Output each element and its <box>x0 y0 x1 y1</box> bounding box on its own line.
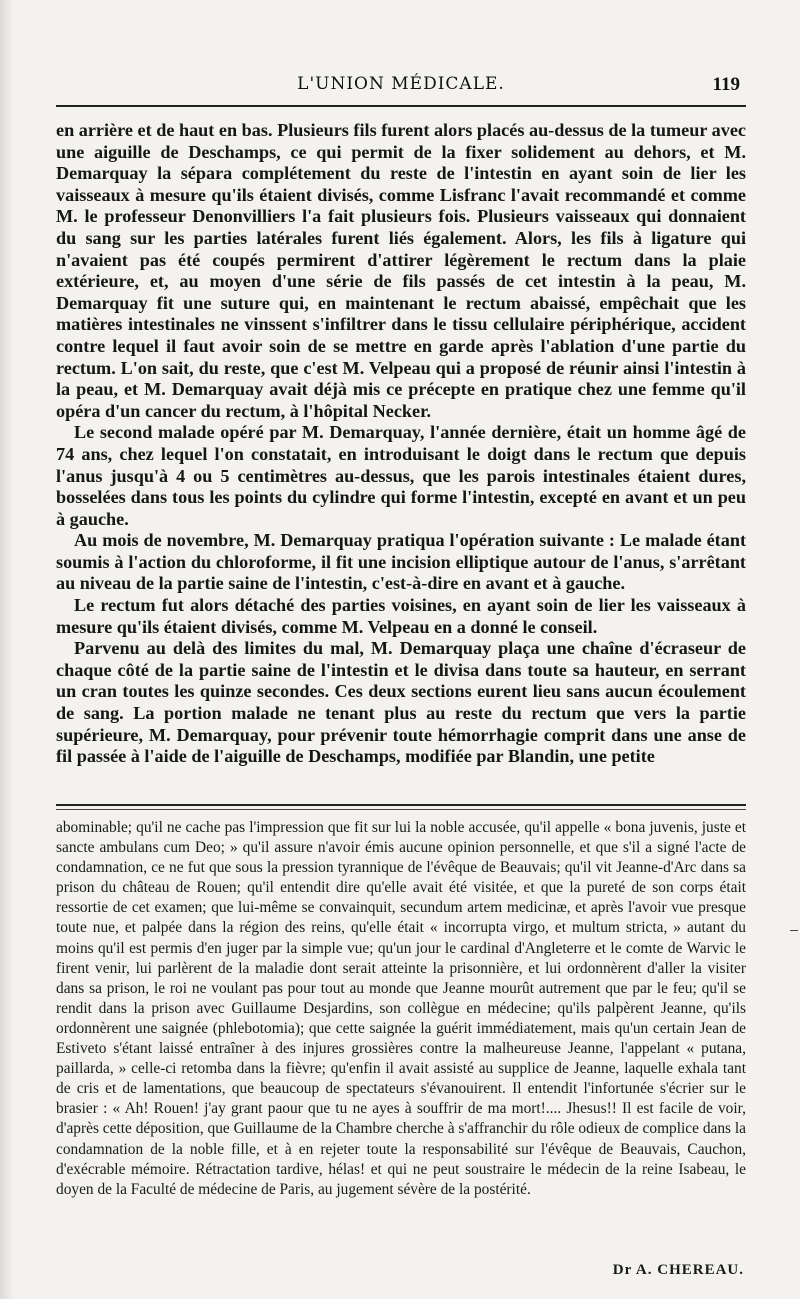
footnote-text: abominable; qu'il ne cache pas l'impression que fit sur lui la noble accusée, qu'il appelle « bona juvenis, juste et sancte ambulans cum Deo; » qu'il assure n'avoir émis aucune opinion personnelle, et que s'il a signé l'acte de condamnation, ce ne fut que sous la pression tyrannique de l'évêque de Beauvais; qu'il vit Jeanne-d'Arc dans sa prison du château de Rouen; qu'il entendit dire qu'elle avait été visitée, et que la pureté de son corps était ressortie de cet examen; que lui-même se convainquit, secundum artem medicinæ, et après l'avoir vue presque toute nue, et palpée dans la région des reins, qu'elle était « incorrupta virgo, et multum stricta, » autant du moins qu'il est permis d'en juger par la simple vue; qu'un jour le cardinal d'Angleterre et le comte de Warvic le firent venir, lui parlèrent de la maladie dont serait atteinte la prisonnière, et lui ordonnèrent d'aller la visiter dans sa prison, le roi ne voulant pas pour tout au monde que Jeanne mourût autrement que par le feu; qu'il se rendit dans la prison avec Guillaume Desjardins, son collègue en médecine; qu'ils palpèrent Jeanne, qu'ils ordonnèrent une saignée (phlebotomia); que cette saignée la guérit immédiatement, mais qu'un certain Jean de Estiveto s'étant laissé entraîner à des injures grossières contre la malheureuse Jeanne, l'appelant « putana, paillarda, » celle-ci retomba dans la fièvre; qu'enfin il avait assisté au supplice de Jeanne, laquelle exhala tant de cris et de lamentations, que beaucoup de spectateurs s'évanouirent. Il entendit l'infortunée s'écrier sur le brasier : « Ah! Rouen! j'ay grant paour que tu ne ayes à souffrir de ma mort!.... Jhesus!! Il est facile de voir, d'après cette déposition, que Guillaume de la Chambre cherche à s'affranchir du rôle odieux de complice dans la condamnation de la noble fille, et à en rejeter toute la responsabilité sur l'évêque de Beauvais, Cauchon, d'exécrable mémoire. Rétractation tardive, hélas! et qui ne peut soustraire le médecin de la reine Isabeau, le doyen de la Faculté de médecine de Paris, au jugement sévère de la postérité. <box>56 819 746 1198</box>
running-title: L'UNION MÉDICALE. <box>297 74 505 94</box>
main-text <box>56 120 746 768</box>
paragraph: Le second malade opéré par M. Demarquay, l'année dernière, était un homme âgé de 74 ans, chez lequel l'on constatait, en introduisant le doigt dans le rectum que depuis l'anus jusqu'à 4 ou 5 centimètres au-dessus, que les parois intestinales étaient dures, bosselées dans tous les points du cylindre qui forme l'intestin, excepté en avant et un peu à gauche. <box>56 422 746 529</box>
paragraph: Au mois de novembre, M. Demarquay pratiqua l'opération suivante : Le malade étant soumis à l'action du chloroforme, il fit une incision elliptique autour de l'anus, s'arrêtant au niveau de la partie saine de l'intestin, c'est-à-dire en avant et à gauche. <box>56 530 746 594</box>
paragraph: en arrière et de haut en bas. Plusieurs fils furent alors placés au-dessus de la tumeur avec une aiguille de Deschamps, ce qui permit de la fixer solidement au dehors, et M. Demarquay la sépara complétement du reste de l'intestin en ayant soin de lier les vaisseaux à mesure qu'ils étaient divisés, comme Lisfranc l'avait recommandé et comme M. le professeur Denonvilliers l'a fait plusieurs fois. Plusieurs vaisseaux qui donnaient du sang sur les parties latérales furent liés également. Alors, les fils à ligature qui n'avaient pas été coupés permirent d'attirer légèrement le rectum dans la plaie extérieure, et, au moyen d'une série de fils passés de cet intestin à la peau, M. Demarquay fit une suture qui, en maintenant le rectum abaissé, empêchait que les matières intestinales ne vinssent s'infiltrer dans le tissu cellulaire périphérique, accident contre lequel il faut avoir soin de se mettre en garde après l'ablation d'une partie du rectum. L'on sait, du reste, que c'est M. Velpeau qui a proposé de réunir ainsi l'intestin à la peau, et M. Demarquay avait déjà mis ce précepte en pratique chez une femme qu'il opéra d'un cancer du rectum, à l'hôpital Necker. <box>56 120 746 421</box>
scan-edge <box>0 0 14 1299</box>
paragraph: Parvenu au delà des limites du mal, M. Demarquay plaça une chaîne d'écraseur de chaque côté de la partie saine de l'intestin et le divisa dans toute sa hauteur, en serrant un cran toutes les quinze secondes. Ces deux sections eurent lieu sans aucun écoulement de sang. La portion malade ne tenant plus au reste du rectum que vers la partie supérieure, M. Demarquay, pour prévenir toute hémorrhagie comprit dans une anse de fil passée à l'aide de l'aiguille de Deschamps, modifiée par Blandin, une petite <box>56 638 746 767</box>
header-rule <box>56 105 746 107</box>
footnote-rule <box>56 804 746 810</box>
running-head <box>56 70 746 104</box>
author-signature: Dr A. CHEREAU. <box>612 1262 744 1278</box>
margin-mark <box>790 930 798 931</box>
page-number: 119 <box>712 74 740 95</box>
paragraph: Le rectum fut alors détaché des parties voisines, en ayant soin de lier les vaisseaux à mesure qu'ils étaient divisés, comme M. Velpeau en a donné le conseil. <box>56 595 746 637</box>
footnote <box>56 818 746 1200</box>
